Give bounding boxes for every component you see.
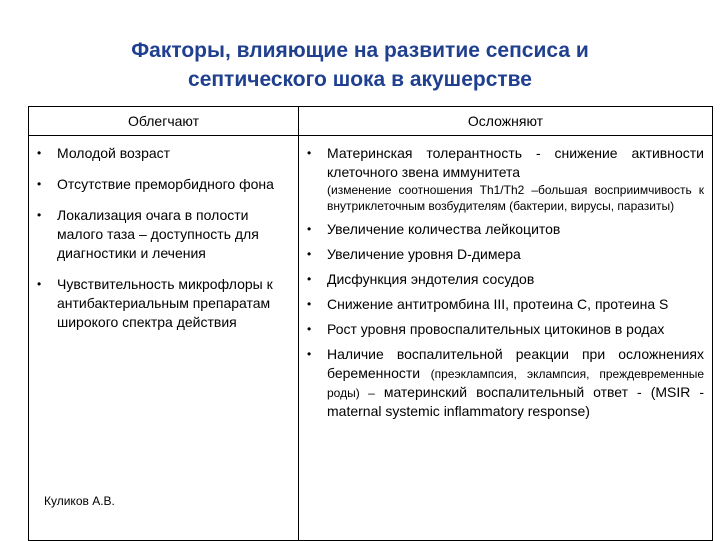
- list-item-note: (преэклампсия, эклампсия, преждевременные роды) –: [327, 367, 704, 400]
- list-item: • Рост уровня провоспалительных цитокинов в родах: [307, 321, 665, 337]
- list-item-note: (изменение соотношения Th1/Th2 –большая восприимчивость к внутриклеточным возбудителям (бактерии, вирусы, паразиты): [327, 183, 704, 213]
- facilitating-factors-cell: [29, 136, 299, 541]
- title-line-1: Факторы, влияющие на развитие сепсиса и: [131, 39, 589, 62]
- bullet-icon: •: [37, 208, 42, 222]
- bullet-icon: •: [307, 297, 312, 311]
- list-item: • Материнская толерантность - снижение активности клеточного звена иммунитета (изменение соотношения Th1/Th2 –большая восприимчивость к внутриклеточным возбудителям (бактерии, вирусы, паразиты): [307, 145, 704, 213]
- list-item: • Молодой возраст: [37, 145, 171, 161]
- complicating-factors-cell: [299, 136, 713, 541]
- bullet-icon: •: [307, 272, 312, 286]
- facilitating-factors-list: [29, 144, 298, 332]
- page-title: [60, 36, 660, 94]
- list-item: • Наличие воспалительной реакции при осложнениях беременности (преэклампсия, эклампсия, преждевременные роды) – материнский воспалительный ответ - (MSIR - maternal systemic inflammatory response): [307, 346, 705, 419]
- bullet-icon: •: [307, 247, 312, 261]
- bullet-icon: •: [307, 146, 312, 160]
- list-item: • Увеличение уровня D-димера: [307, 246, 521, 262]
- title-line-2: септического шока в акушерстве: [188, 68, 532, 91]
- list-item: • Увеличение количества лейкоцитов: [307, 221, 561, 237]
- bullet-icon: •: [37, 146, 42, 160]
- bullet-icon: •: [307, 347, 312, 361]
- list-item: • Чувствительность микрофлоры к антибактериальным препаратам широкого спектра действия: [37, 276, 273, 330]
- bullet-icon: •: [307, 322, 312, 336]
- column-header-facilitate: Облегчают: [29, 107, 299, 136]
- list-item: • Дисфункция эндотелия сосудов: [307, 271, 535, 287]
- bullet-icon: •: [37, 177, 42, 191]
- list-item: • Отсутствие преморбидного фона: [37, 176, 274, 192]
- list-item: • Снижение антитромбина III, протеина С, протеина S: [307, 296, 669, 312]
- comparison-table: [28, 106, 713, 541]
- list-item: • Локализация очага в полости малого таза – доступность для диагностики и лечения: [37, 207, 259, 261]
- column-header-complicate: Осложняют: [299, 107, 713, 136]
- bullet-icon: •: [307, 222, 312, 236]
- bullet-icon: •: [37, 277, 42, 291]
- list-item-tail: материнский воспалительный ответ - (MSIR - maternal systemic inflammatory response): [327, 384, 705, 419]
- author-credit: Куликов А.В.: [44, 494, 115, 508]
- complicating-factors-list: [299, 144, 712, 421]
